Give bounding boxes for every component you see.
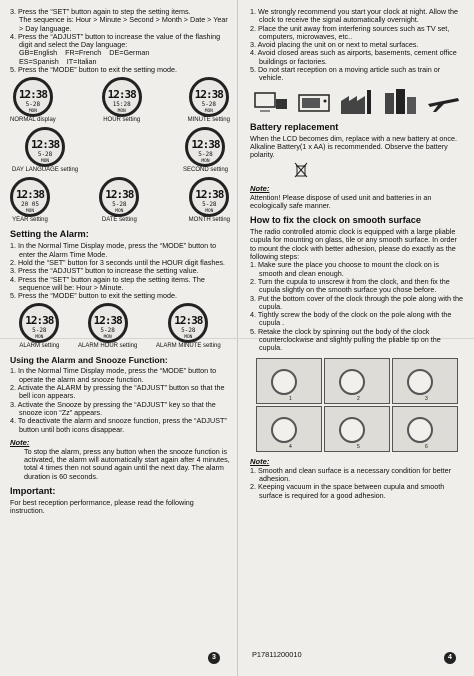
mounting-figures — [250, 357, 464, 453]
step-text: 5. Press the “MODE” button to exit the setting mode. — [10, 65, 177, 75]
watch-figure — [156, 303, 221, 350]
step-text: 3. Activate the Snooze by pressing the “ADJUST” key so that the snooze icon “Zz” appears. — [10, 399, 216, 417]
mounting-step-figure: 6 — [392, 406, 458, 452]
section-heading: Using the Alarm and Snooze Function: — [10, 355, 168, 366]
recycle-bin-figure — [294, 162, 464, 180]
watch-figure — [10, 77, 56, 124]
watch-illustration: 12:38 5-28 MON — [13, 77, 53, 117]
section-heading: Important: — [10, 486, 56, 497]
left-column — [10, 8, 230, 668]
watch-figure — [78, 303, 137, 350]
figure-caption: ALARM setting — [19, 343, 60, 350]
watch-figure — [102, 77, 142, 124]
step-text: 2. Turn the cupula to unscrew it from the clock, and then fix the cupula slightly on the smooth surface you chose before. — [250, 276, 450, 295]
figure-caption: MINUTE setting — [187, 117, 230, 124]
right-column — [250, 8, 464, 668]
watch-illustration: 12:38 5-28 MON — [99, 177, 139, 217]
watch-illustration: 12:38 20 05 MON — [10, 177, 50, 217]
watch-figure — [99, 177, 139, 224]
watch-figure — [12, 127, 78, 174]
mounting-step-figure: 1 — [256, 358, 322, 404]
note-text: 2. Keeping vacuum in the space between cupula and smooth surface is required for a good adhesion. — [250, 482, 445, 500]
step-text: 4. Press the “ADJUST” button to increase the value of the flashing digit and select the Day language: — [10, 31, 221, 50]
figure-caption: SECOND setting — [182, 167, 228, 174]
buildings-icon — [381, 87, 419, 117]
crossed-bin-icon — [294, 162, 308, 178]
watch-illustration: 12:38 5-28 MON — [185, 127, 225, 167]
note-text: 1. Smooth and clean surface is a necessary condition for better adhesion. — [250, 465, 451, 483]
watch-row — [10, 303, 230, 350]
step-text: The sequence is: Hour > Minute > Second > Month > Date > Year > Day language. — [19, 15, 228, 33]
figure-caption: NORMAL display — [10, 117, 56, 124]
watch-figure — [19, 303, 59, 350]
language-list: GB=English FR=French DE=German — [19, 48, 150, 58]
page-number: 4 — [444, 652, 456, 664]
mounting-step-figure: 2 — [324, 358, 390, 404]
figure-caption: DAY LANGUAGE setting — [12, 167, 79, 174]
watch-illustration: 12:38 5-28 MON — [189, 77, 229, 117]
watch-figure — [188, 77, 230, 124]
watch-illustration: 12:38 5-28 MON — [168, 303, 208, 343]
tv-computer-icon — [252, 87, 290, 117]
language-list: ES=Spanish IT=Italian — [19, 56, 97, 66]
step-text: 1. In the Normal Time Display mode, press the “MODE” button to enter the Alarm Time Mode. — [10, 241, 217, 259]
figure-caption: YEAR setting — [12, 217, 48, 224]
body-text: For best reception performance, please read the following instruction. — [10, 498, 194, 516]
tip-text: 1. We strongly recommend you start your clock at night. Allow the clock to receive the signal automatically overnight. — [250, 8, 458, 25]
note-label: Note: — [10, 437, 30, 447]
note-text: To stop the alarm, press any button when the snooze function is activated, the alarm will automatically start again after 4 minutes, total 4 times then not sound again until the next day. The alarm duration is 60 seconds. — [24, 446, 230, 481]
watch-figure — [10, 177, 50, 224]
step-text: 4. Press the “SET” button again to step the setting items. The sequence will be: Hour > Minute. — [10, 274, 205, 292]
step-text: 5. Retake the clock by spinning out the body of the clock counterclockwise and slightly pulling the pliable tip on the cupula. — [250, 326, 441, 353]
step-text: 4. To deactivate the alarm and snooze function, press the “ADJUST” button until both icons disappear. — [10, 416, 227, 434]
mounting-step-figure: 3 — [392, 358, 458, 404]
figure-caption: ALARM MINUTE setting — [155, 343, 221, 350]
section-heading: Setting the Alarm: — [10, 229, 89, 240]
step-text: 1. Make sure the place you choose to mount the clock on is smooth and clean enough. — [250, 260, 439, 278]
tip-text: 5. Do not start reception on a moving article such as train or vehicle. — [250, 65, 441, 83]
watch-row — [10, 127, 230, 174]
step-text: 4. Tightly screw the body of the clock on the pole along with the cupula . — [250, 310, 452, 328]
figure-caption: DATE setting — [101, 217, 137, 224]
tip-text: 4. Avoid closed areas such as airports, basements, cement office buildings or factories. — [250, 48, 457, 66]
step-text: 3. Put the bottom cover of the clock through the pole along with the cupula. — [250, 293, 463, 311]
step-text: 2. Activate the ALARM by pressing the “ADJUST” button so that the bell icon appears. — [10, 383, 225, 401]
watch-figure — [189, 177, 230, 224]
interference-icons — [252, 87, 462, 117]
body-text: The radio controlled atomic clock is equipped with a large pliable cupula for mounting on glass, tile or any smooth surface. In order to mount the clock with better adhesion, please do exactly as the following steps: — [250, 227, 457, 262]
step-text: 3. Press the “SET” button again to step the setting items. — [10, 8, 191, 16]
mounting-step-figure: 4 — [256, 406, 322, 452]
body-text: When the LCD becomes dim, replace with a new battery at once. Alkaline Battery(1 x AA) is recommended. Observe the battery polarity. — [250, 133, 457, 160]
section-heading: Battery replacement — [250, 121, 339, 132]
watch-illustration: 12:38 5-28 MON — [25, 127, 65, 167]
watch-row — [10, 177, 230, 224]
mounting-step-figure: 5 — [324, 406, 390, 452]
watch-figure — [183, 127, 228, 174]
step-text: 3. Press the “ADJUST” button to increase the setting value. — [10, 266, 199, 276]
step-text: 5. Press the “MODE” button to exit the setting mode. — [10, 291, 177, 301]
step-text: 1. In the Normal Time Display mode, press the “MODE” button to operate the alarm and snooze function. — [10, 366, 217, 384]
figure-caption: MONTH setting — [188, 217, 230, 224]
watch-illustration: 12:38 15:28 MON — [102, 77, 142, 117]
watch-illustration: 12:38 5-28 MON — [19, 303, 59, 343]
watch-illustration: 12:38 5-28 MON — [189, 177, 229, 217]
page-number: 3 — [208, 652, 220, 664]
figure-caption: HOUR setting — [103, 117, 141, 124]
tip-text: 2. Place the unit away from interfering sources such as TV set, computers, microwaves, etc.. — [250, 23, 450, 41]
product-code: P17811200010 — [252, 650, 302, 659]
factory-icon — [338, 87, 376, 117]
airplane-icon — [424, 87, 462, 117]
tip-text: 3. Avoid placing the unit on or next to metal surfaces. — [250, 40, 419, 50]
note-label: Note: — [250, 456, 270, 466]
note-label: Note: — [250, 183, 270, 193]
microwave-icon — [295, 87, 333, 117]
watch-row — [10, 77, 230, 124]
watch-illustration: 12:38 5-28 MON — [88, 303, 128, 343]
section-heading: How to fix the clock on smooth surface — [250, 215, 422, 226]
figure-caption: ALARM HOUR setting — [77, 343, 138, 350]
step-text: 2. Hold the “SET” button for 3 seconds until the HOUR digit flashes. — [10, 257, 225, 267]
note-text: Attention! Please dispose of used unit and batteries in an ecologically safe manner. — [250, 192, 432, 210]
